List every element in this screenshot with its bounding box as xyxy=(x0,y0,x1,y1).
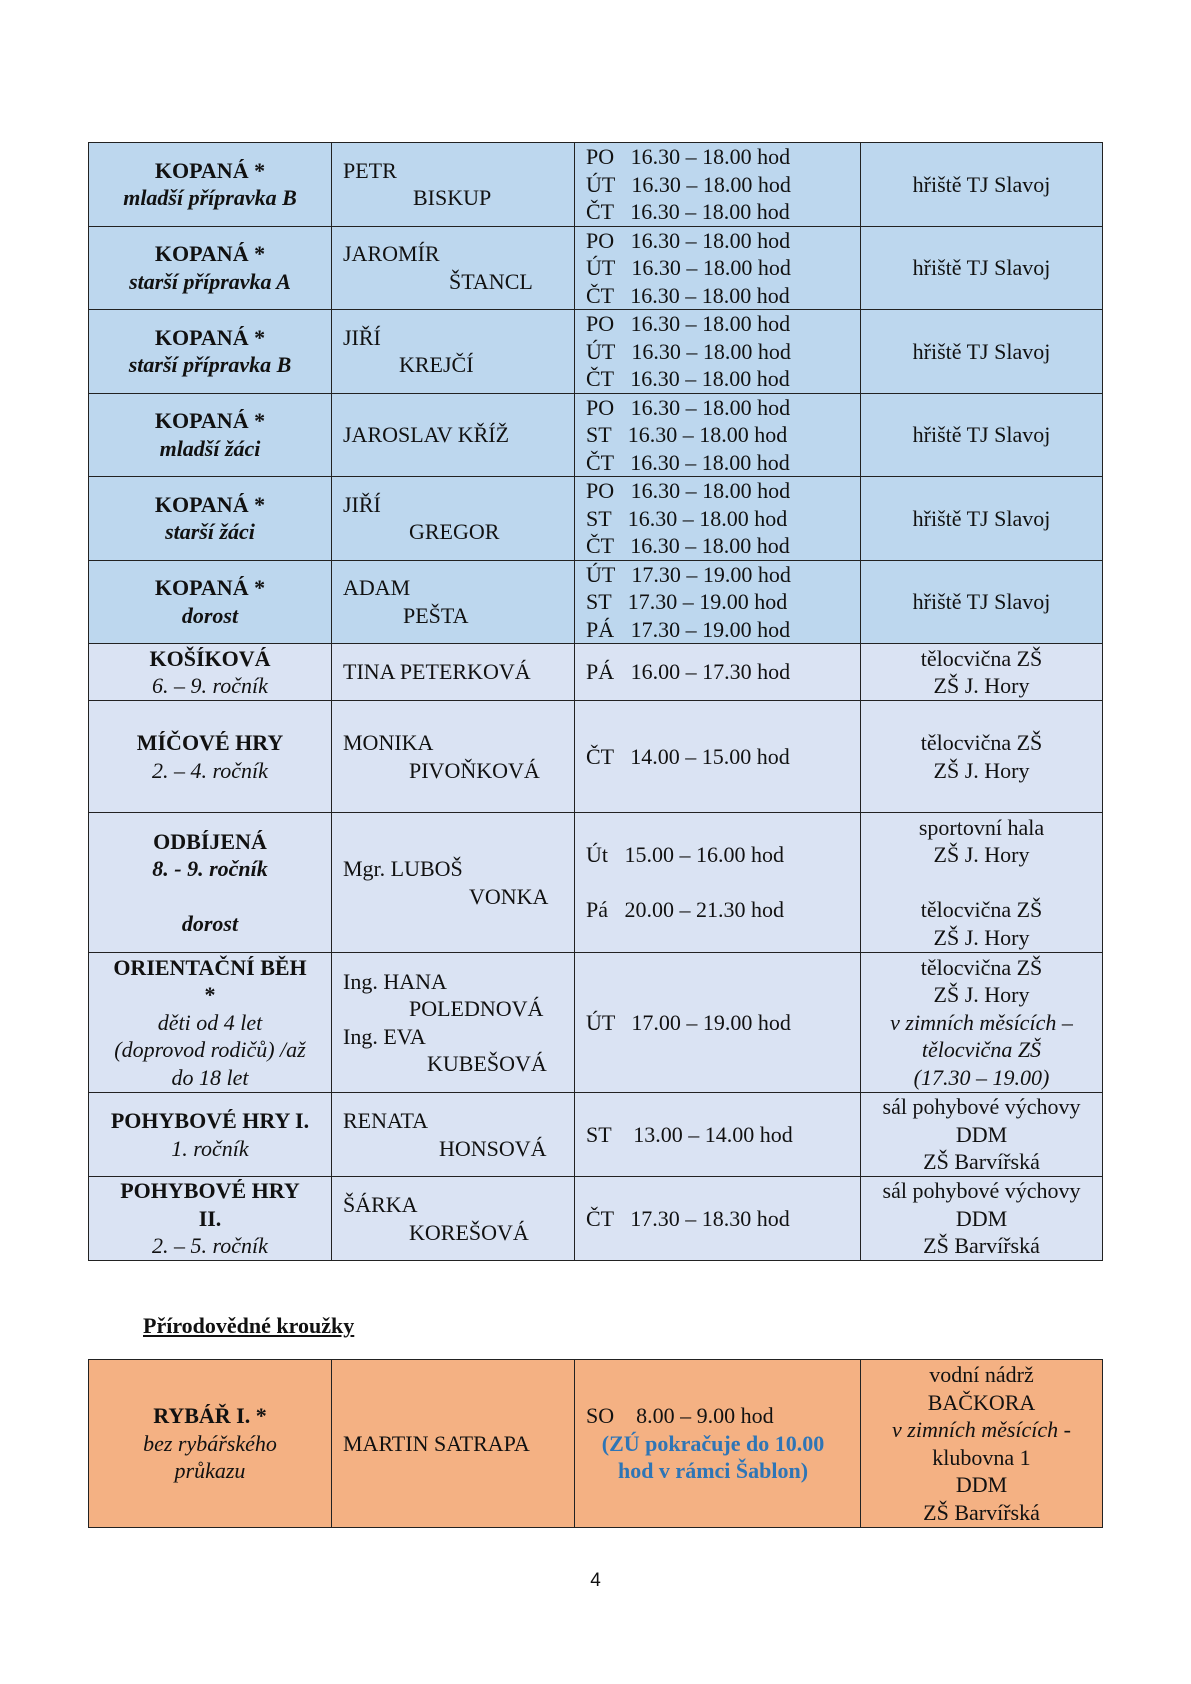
activity-group: mladší přípravka B xyxy=(123,185,297,211)
place-text: tělocvična ZŠ xyxy=(920,730,1043,755)
time-slot: PO 16.30 – 18.00 hod xyxy=(586,311,791,336)
time-slot: ČT 16.30 – 18.00 hod xyxy=(586,449,790,475)
section-heading: Přírodovědné kroužky xyxy=(143,1313,355,1338)
place-cell xyxy=(861,1093,1103,1177)
table-row xyxy=(89,393,1103,477)
time-cell xyxy=(575,813,861,953)
activity-name-asterisk: * xyxy=(204,982,216,1008)
place-cell xyxy=(861,701,1103,813)
time-slot: SO 8.00 – 9.00 hod xyxy=(586,1403,774,1429)
table-row xyxy=(89,1177,1103,1261)
place-cell xyxy=(861,1177,1103,1261)
place-text: tělocvična ZŠ xyxy=(920,954,1043,980)
table-row xyxy=(89,143,1103,227)
place-cell xyxy=(861,226,1103,310)
time-slot: PÁ 17.30 – 19.00 hod xyxy=(586,616,791,642)
activity-group: 2. – 4. ročník xyxy=(152,757,268,783)
time-cell xyxy=(575,953,861,1093)
time-slot: PÁ 16.00 – 17.30 hod xyxy=(586,659,791,685)
time-cell xyxy=(575,310,861,394)
place-text: tělocvična ZŠ xyxy=(921,1037,1042,1063)
place-cell xyxy=(861,477,1103,561)
place-cell xyxy=(861,560,1103,644)
activity-group: průkazu xyxy=(174,1458,246,1484)
activity-group: 2. – 5. ročník xyxy=(152,1233,268,1259)
leader-last-name: KUBEŠOVÁ xyxy=(427,1051,547,1076)
place-text: BAČKORA xyxy=(927,1389,1036,1415)
place-text: hřiště TJ Slavoj xyxy=(912,422,1051,447)
time-slot: ČT 14.00 – 15.00 hod xyxy=(586,743,790,769)
time-slot: ČT 17.30 – 18.30 hod xyxy=(586,1205,790,1231)
activity-name: POHYBOVÉ HRY xyxy=(120,1178,300,1204)
activity-name: KOŠÍKOVÁ xyxy=(149,645,271,671)
place-text: ZŠ J. Hory xyxy=(933,673,1030,698)
activity-cell xyxy=(89,644,332,701)
time-slot: ČT 16.30 – 18.00 hod xyxy=(586,533,790,558)
activity-group: 8. - 9. ročník xyxy=(152,856,268,881)
leader-last-name: ŠTANCL xyxy=(449,268,533,294)
page-number: 4 xyxy=(590,1570,601,1591)
leader-cell xyxy=(332,644,575,701)
leader-first-name: PETR xyxy=(343,157,397,183)
leader-last-name: POLEDNOVÁ xyxy=(409,996,544,1021)
time-cell xyxy=(575,1177,861,1261)
time-slot: ÚT 16.30 – 18.00 hod xyxy=(586,171,791,197)
leader-name: TINA PETERKOVÁ xyxy=(343,659,531,685)
activity-name: KOPANÁ * xyxy=(154,408,266,434)
leader-first-name: ŠÁRKA xyxy=(343,1192,418,1217)
activity-name: ORIENTAČNÍ BĚH xyxy=(113,954,307,980)
nature-clubs-table xyxy=(88,1359,1103,1528)
time-slot: ST 17.30 – 19.00 hod xyxy=(586,589,788,614)
activity-cell xyxy=(89,1177,332,1261)
leader-first-name: MONIKA xyxy=(343,730,434,755)
leader-first-name: ADAM xyxy=(343,575,411,601)
leader-last-name: BISKUP xyxy=(413,185,492,211)
leader-cell xyxy=(332,813,575,953)
activity-group: dorost xyxy=(181,602,239,628)
activity-group: děti od 4 let xyxy=(157,1009,263,1035)
time-slot: PO 16.30 – 18.00 hod xyxy=(586,478,791,503)
activity-cell xyxy=(89,143,332,227)
leader-last-name: PEŠTA xyxy=(403,602,469,628)
activity-group: starší přípravka B xyxy=(128,352,292,378)
place-text: (17.30 – 19.00) xyxy=(913,1064,1050,1090)
time-slot: ST 13.00 – 14.00 hod xyxy=(586,1121,793,1147)
place-text: DDM xyxy=(955,1205,1008,1231)
time-slot: Út 15.00 – 16.00 hod xyxy=(586,842,784,868)
activity-cell xyxy=(89,560,332,644)
activity-group: 6. – 9. ročník xyxy=(152,673,268,698)
time-slot: PO 16.30 – 18.00 hod xyxy=(586,144,791,169)
leader-cell xyxy=(332,1177,575,1261)
place-cell xyxy=(861,813,1103,953)
time-slot: PO 16.30 – 18.00 hod xyxy=(586,394,791,420)
place-cell xyxy=(861,393,1103,477)
time-slot: ST 16.30 – 18.00 hod xyxy=(586,505,788,531)
time-slot: ÚT 16.30 – 18.00 hod xyxy=(586,338,791,364)
leader-first-name: JIŘÍ xyxy=(343,324,381,350)
time-slot: ÚT 17.00 – 19.00 hod xyxy=(586,1009,791,1035)
table-row xyxy=(89,813,1103,953)
table-row xyxy=(89,701,1103,813)
time-slot: ČT 16.30 – 18.00 hod xyxy=(586,199,790,224)
activity-group: starší žáci xyxy=(165,519,255,545)
time-note: (ZÚ pokračuje do 10.00 xyxy=(601,1430,825,1456)
time-cell xyxy=(575,1360,861,1528)
leader-cell xyxy=(332,477,575,561)
leader-cell xyxy=(332,953,575,1093)
activity-name: ODBÍJENÁ xyxy=(153,828,267,854)
place-cell xyxy=(861,143,1103,227)
place-text: DDM xyxy=(955,1121,1008,1147)
leader-cell xyxy=(332,1093,575,1177)
place-text: v zimních měsících - xyxy=(892,1417,1071,1442)
table-row xyxy=(89,226,1103,310)
table-row xyxy=(89,644,1103,701)
time-cell xyxy=(575,701,861,813)
table-row xyxy=(89,953,1103,1093)
place-text: ZŠ J. Hory xyxy=(933,924,1030,950)
activity-cell xyxy=(89,477,332,561)
activity-cell xyxy=(89,226,332,310)
time-cell xyxy=(575,1093,861,1177)
activity-group: 1. ročník xyxy=(171,1135,249,1161)
time-cell xyxy=(575,226,861,310)
time-cell xyxy=(575,560,861,644)
time-slot: PO 16.30 – 18.00 hod xyxy=(586,227,791,253)
leader-first-name: Ing. HANA xyxy=(343,968,447,994)
activity-cell xyxy=(89,701,332,813)
activity-cell xyxy=(89,953,332,1093)
place-text: v zimních měsících – xyxy=(890,1009,1073,1035)
leader-last-name: KOREŠOVÁ xyxy=(409,1219,529,1245)
place-text: ZŠ Barvířská xyxy=(923,1499,1040,1525)
activity-cell xyxy=(89,813,332,953)
activity-cell xyxy=(89,1360,332,1528)
activity-name: KOPANÁ * xyxy=(154,324,266,350)
place-text: vodní nádrž xyxy=(929,1362,1034,1387)
table-row xyxy=(89,560,1103,644)
leader-name: MARTIN SATRAPA xyxy=(343,1430,530,1456)
leader-last-name: GREGOR xyxy=(409,519,500,545)
leader-first-name: RENATA xyxy=(343,1108,429,1133)
time-slot: ST 16.30 – 18.00 hod xyxy=(586,422,788,447)
leader-last-name: HONSOVÁ xyxy=(439,1135,547,1161)
place-text: sportovní hala xyxy=(918,814,1045,840)
activity-group: starší přípravka A xyxy=(129,268,291,294)
leader-last-name: VONKA xyxy=(469,883,549,909)
place-text: klubovna 1 xyxy=(932,1444,1031,1470)
table-row xyxy=(89,1093,1103,1177)
time-cell xyxy=(575,477,861,561)
leader-last-name: KREJČÍ xyxy=(399,352,474,378)
activity-name: RYBÁŘ I. * xyxy=(153,1403,267,1429)
leader-name: JAROSLAV KŘÍŽ xyxy=(343,422,510,447)
leader-cell xyxy=(332,560,575,644)
time-slot: ČT 16.30 – 18.00 hod xyxy=(586,282,790,308)
table-row xyxy=(89,477,1103,561)
place-text: hřiště TJ Slavoj xyxy=(912,589,1051,614)
place-cell xyxy=(861,953,1103,1093)
time-cell xyxy=(575,393,861,477)
place-cell xyxy=(861,644,1103,701)
place-text: sál pohybové výchovy xyxy=(882,1178,1081,1204)
place-text: hřiště TJ Slavoj xyxy=(912,255,1051,280)
place-text: hřiště TJ Slavoj xyxy=(912,338,1051,364)
place-text: tělocvična ZŠ xyxy=(920,645,1043,671)
activity-cell xyxy=(89,310,332,394)
place-text: ZŠ J. Hory xyxy=(933,842,1030,868)
leader-cell xyxy=(332,226,575,310)
place-text: ZŠ J. Hory xyxy=(933,982,1030,1008)
activity-name: POHYBOVÉ HRY I. xyxy=(110,1108,310,1133)
activity-group: mladší žáci xyxy=(159,435,261,461)
place-text: sál pohybové výchovy xyxy=(882,1094,1081,1120)
place-text: ZŠ J. Hory xyxy=(933,757,1030,783)
table-row xyxy=(89,310,1103,394)
activity-name: KOPANÁ * xyxy=(154,157,266,183)
time-slot: Pá 20.00 – 21.30 hod xyxy=(586,897,784,923)
activity-cell xyxy=(89,1093,332,1177)
table-row xyxy=(89,1360,1103,1528)
leader-first-name: JIŘÍ xyxy=(343,491,381,517)
time-note: hod v rámci Šablon) xyxy=(617,1458,809,1484)
activity-name-suffix: II. xyxy=(198,1205,222,1231)
leader-cell xyxy=(332,1360,575,1528)
activity-cell xyxy=(89,393,332,477)
leader-cell xyxy=(332,393,575,477)
leader-first-name: Ing. EVA xyxy=(343,1023,426,1049)
time-slot: ÚT 17.30 – 19.00 hod xyxy=(586,561,791,587)
leader-cell xyxy=(332,143,575,227)
activity-group: (doprovod rodičů) /až xyxy=(114,1037,306,1063)
place-text: ZŠ Barvířská xyxy=(923,1149,1040,1175)
place-cell xyxy=(861,1360,1103,1528)
leader-cell xyxy=(332,310,575,394)
activity-name: KOPANÁ * xyxy=(154,491,266,517)
activity-name: KOPANÁ * xyxy=(154,241,266,267)
activity-group: do 18 let xyxy=(171,1064,249,1090)
activity-group: bez rybářského xyxy=(143,1430,277,1456)
activity-name: MÍČOVÉ HRY xyxy=(136,730,284,755)
place-text: tělocvična ZŠ xyxy=(920,897,1043,923)
place-text: hřiště TJ Slavoj xyxy=(912,505,1051,531)
time-cell xyxy=(575,143,861,227)
time-cell xyxy=(575,644,861,701)
leader-first-name: Mgr. LUBOŠ xyxy=(343,856,463,881)
leader-cell xyxy=(332,701,575,813)
club-schedule-table xyxy=(88,142,1103,1261)
place-text: DDM xyxy=(955,1472,1008,1497)
place-cell xyxy=(861,310,1103,394)
place-text: ZŠ Barvířská xyxy=(923,1233,1040,1259)
place-text: hřiště TJ Slavoj xyxy=(912,171,1051,197)
activity-name: KOPANÁ * xyxy=(154,575,266,601)
time-slot: ÚT 16.30 – 18.00 hod xyxy=(586,255,791,280)
leader-last-name: PIVOŇKOVÁ xyxy=(409,757,540,783)
time-slot: ČT 16.30 – 18.00 hod xyxy=(586,366,790,391)
leader-first-name: JAROMÍR xyxy=(343,241,440,267)
activity-group: dorost xyxy=(181,911,239,936)
